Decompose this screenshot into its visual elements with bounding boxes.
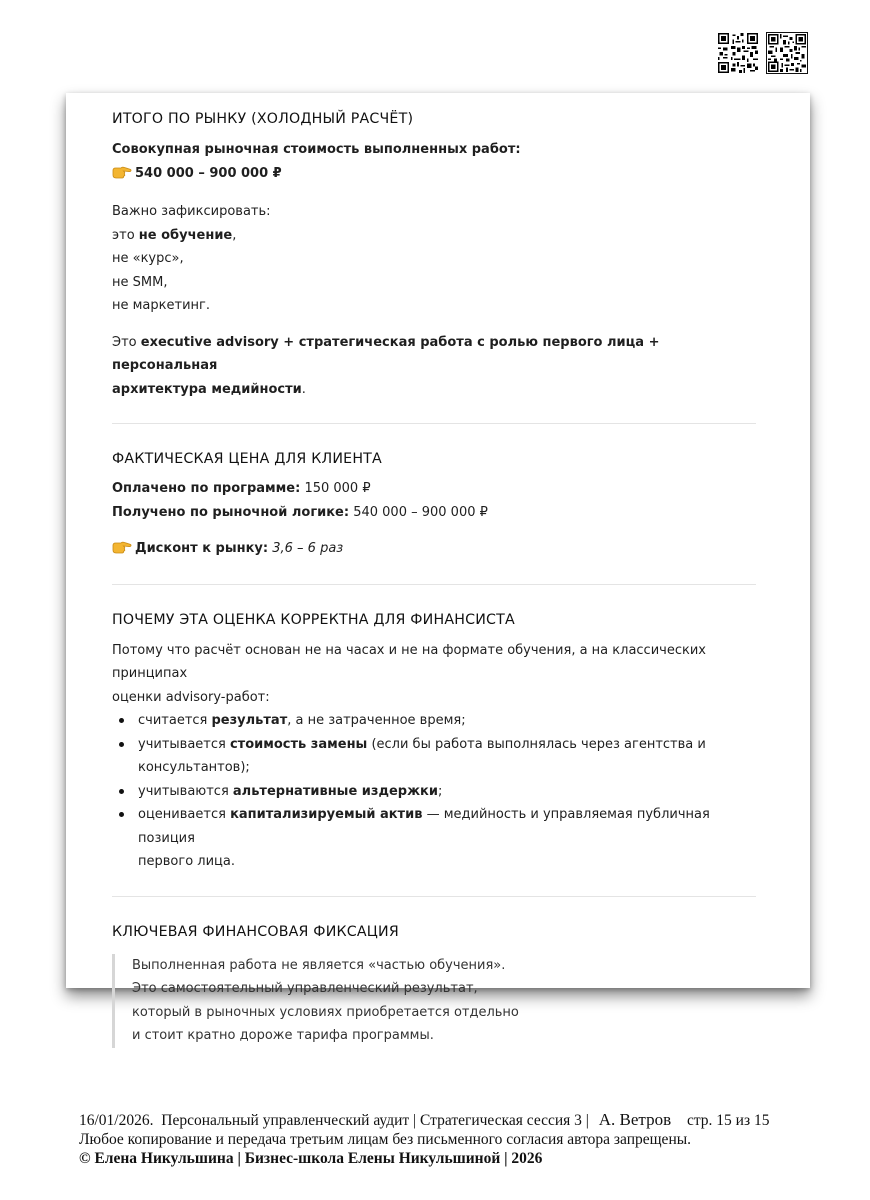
section-title: ИТОГО ПО РЫНКУ (ХОЛОДНЫЙ РАСЧЁТ) xyxy=(112,111,414,127)
section-title: ПОЧЕМУ ЭТА ОЦЕНКА КОРРЕКТНА ДЛЯ ФИНАНСИСТА xyxy=(112,611,515,628)
footer-date: 16/01/2026. xyxy=(79,1112,154,1129)
list-item: считается результат, а не затраченное время; xyxy=(112,709,756,733)
quote-line: Это самостоятельный управленческий результат, xyxy=(132,981,478,996)
section-market-total xyxy=(112,109,756,401)
note-intro: Важно зафиксировать: xyxy=(112,204,271,219)
quote-line: который в рыночных условиях приобретается отдельно xyxy=(132,1004,519,1020)
list-item: оценивается капитализируемый актив — медийность и управляемая публичная позиция первого лица. xyxy=(112,803,756,874)
market-line: Получено по рыночной логике: 540 000 – 900 000 ₽ xyxy=(112,504,488,520)
footer-copyright: © Елена Никульшина | Бизнес-школа Елены Никульшиной | 2026 xyxy=(79,1150,543,1167)
qr-code-icon xyxy=(718,33,758,73)
footer-author: А. Ветров xyxy=(598,1110,672,1129)
note-line: это не обучение, xyxy=(112,227,237,243)
intro-line: Потому что расчёт основан не на часах и не на формате обучения, а на классических принципах xyxy=(112,642,706,681)
page-footer xyxy=(79,1110,819,1168)
key-quote xyxy=(112,954,756,1048)
section-key-fixation xyxy=(112,922,756,1048)
note-line: не SMM, xyxy=(112,274,168,290)
principles-list xyxy=(112,709,756,874)
section-title: ФАКТИЧЕСКАЯ ЦЕНА ДЛЯ КЛИЕНТА xyxy=(112,451,382,467)
section-finance-rationale xyxy=(112,610,756,874)
divider xyxy=(112,423,756,424)
divider xyxy=(112,896,756,897)
qr-codes xyxy=(718,33,808,74)
footer-legal: Любое копирование и передача третьим лицам без письменного согласия автора запрещены. xyxy=(79,1131,692,1148)
total-value-line xyxy=(112,162,756,186)
total-value: 540 000 – 900 000 ₽ xyxy=(135,165,282,181)
backhand-index-pointing-right-icon xyxy=(112,540,132,554)
backhand-index-pointing-right-icon xyxy=(112,165,132,179)
list-item: учитывается стоимость замены (если бы работа выполнялась через агентства и консультантов); xyxy=(112,733,756,780)
quote-line: и стоит кратно дороже тарифа программы. xyxy=(132,1028,434,1043)
note-line: не маркетинг. xyxy=(112,298,210,313)
quote-line: Выполненная работа не является «частью обучения». xyxy=(132,957,506,973)
document-card xyxy=(66,93,810,1043)
summary-line: архитектура медийности. xyxy=(112,381,306,397)
list-item: учитываются альтернативные издержки; xyxy=(112,780,756,804)
summary-line: Это executive advisory + стратегическая работа с ролью первого лица + персональная xyxy=(112,334,660,373)
footer-doc-title: Персональный управленческий аудит | Стратегическая сессия 3 | xyxy=(161,1112,589,1129)
section-title: КЛЮЧЕВАЯ ФИНАНСОВАЯ ФИКСАЦИЯ xyxy=(112,923,399,940)
discount-line: Дисконт к рынку: 3,6 – 6 раз xyxy=(112,537,756,561)
section-client-price xyxy=(112,449,756,561)
footer-meta-line xyxy=(79,1110,819,1130)
note-line: не «курс», xyxy=(112,251,184,266)
intro-line: оценки advisory-работ: xyxy=(112,689,270,705)
paid-line: Оплачено по программе: 150 000 ₽ xyxy=(112,481,371,496)
total-label: Совокупная рыночная стоимость выполненных работ: xyxy=(112,142,521,157)
qr-code-icon xyxy=(766,32,808,74)
footer-page-number: стр. 15 из 15 xyxy=(686,1112,770,1129)
divider xyxy=(112,584,756,585)
